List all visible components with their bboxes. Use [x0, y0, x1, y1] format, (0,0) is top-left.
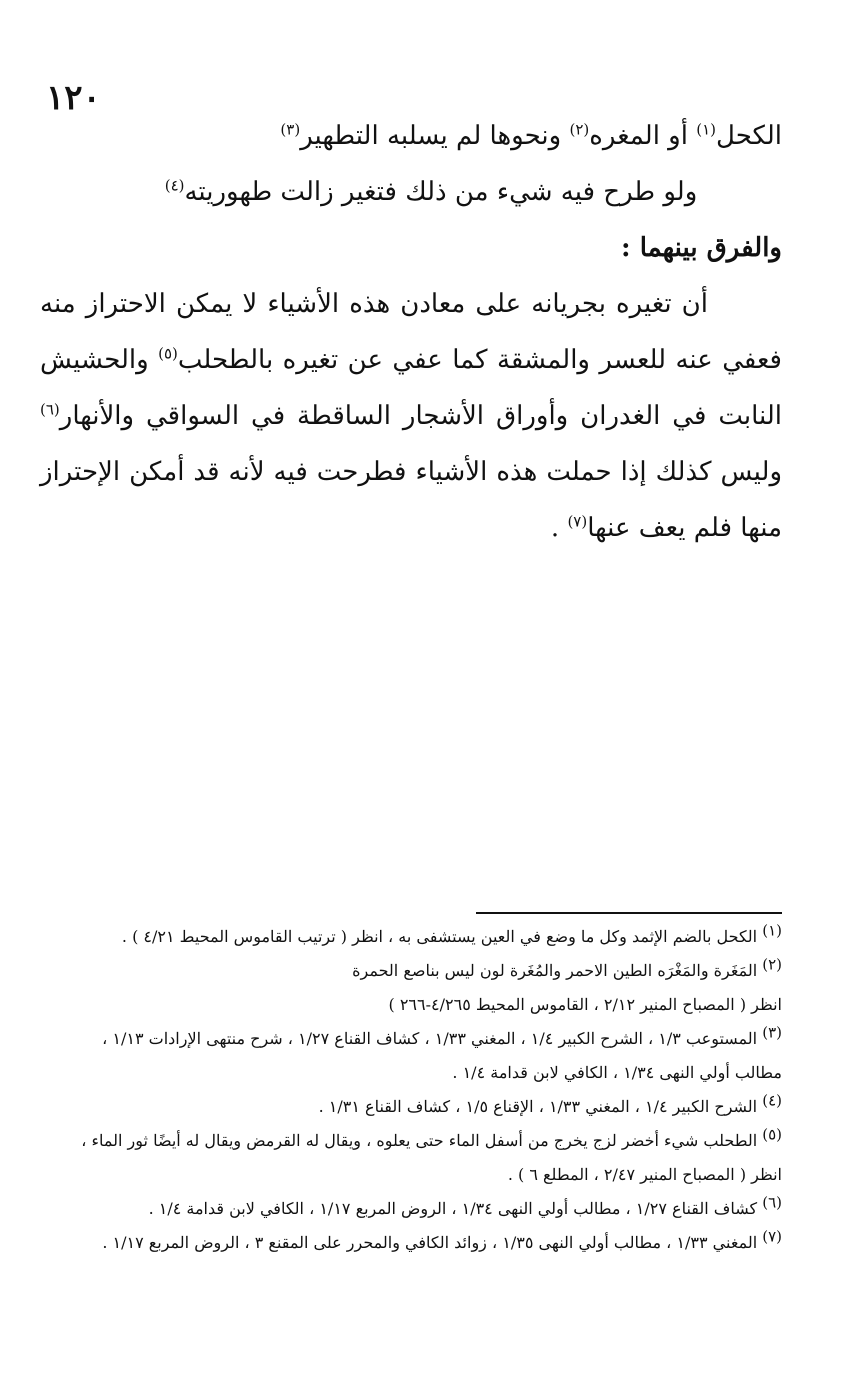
page-number: ١٢٠: [46, 78, 101, 118]
text-segment: وليس كذلك إذا حملت هذه الأشياء فطرحت فيه لأنه قد أمكن الإحتراز منها فلم يعف عنها: [40, 457, 782, 543]
footnote-7: [40, 1226, 782, 1260]
text-segment: والحشيش النابت في الغدران وأوراق الأشجار الساقطة في السواقي والأنهار: [40, 345, 782, 431]
footnote-ref-4: (٤): [164, 176, 185, 195]
footnote-ref-5: (٥): [158, 344, 178, 363]
text-segment: ونحوها لم يسلبه التطهير: [300, 121, 570, 151]
footnote-4: [40, 1090, 782, 1124]
footnote-2: [40, 954, 782, 988]
footnote-ref-3: (٣): [280, 120, 301, 139]
footnote-mark: (٢): [762, 955, 782, 974]
footnotes: [40, 920, 782, 1260]
footnote-ref-6: (٦): [40, 400, 60, 419]
footnote-1: [40, 920, 782, 954]
footnote-text: انظر ( المصباح المنير ٢/١٢ ، القاموس المحيط ٤/٢٦٥-٢٦٦ ): [388, 995, 782, 1014]
footnote-ref-1: (١): [696, 120, 717, 139]
footnote-text: الطحلب شيء أخضر لزج يخرج من أسفل الماء حتى يعلوه ، ويقال له القرمض ويقال له أيضًا ثور الماء ،: [81, 1131, 763, 1150]
footnote-divider: [476, 912, 782, 914]
footnote-2-continued: [40, 988, 782, 1022]
footnote-ref-7: (٧): [567, 512, 588, 531]
footnote-text: مطالب أولي النهى ١/٣٤ ، الكافي لابن قدامة ١/٤ .: [452, 1063, 782, 1082]
footnote-text: المستوعب ١/٣ ، الشرح الكبير ١/٤ ، المغني ١/٣٣ ، كشاف القناع ١/٢٧ ، شرح منتهى الإرادات ١/١٣ ،: [102, 1029, 763, 1048]
footnote-ref-2: (٢): [569, 120, 590, 139]
footnote-text: كشاف القناع ١/٢٧ ، مطالب أولي النهى ١/٣٤ ، الروض المربع ١/١٧ ، الكافي لابن قدامة ١/٤ .: [148, 1199, 763, 1218]
footnote-mark: (٤): [762, 1091, 782, 1110]
text-segment: .: [550, 513, 568, 543]
footnote-3-continued: [40, 1056, 782, 1090]
footnote-text: المَغَرة والمَغْرَه الطين الاحمر والمُغَرة لون ليس بناصع الحمرة: [352, 961, 763, 980]
text-segment: أو المغره: [589, 121, 697, 151]
text-segment: أن تغيره بجريانه على معادن هذه الأشياء لا يمكن الاحتراز منه فعفي عنه للعسر والمشقة كما عفي عن تغيره بالطحلب: [40, 289, 782, 375]
footnote-mark: (٥): [762, 1125, 782, 1144]
footnote-text: المغني ١/٣٣ ، مطالب أولي النهى ١/٣٥ ، زوائد الكافي والمحرر على المقنع ٣ ، الروض المربع ١/١٧ .: [102, 1233, 763, 1252]
footnote-mark: (٧): [762, 1227, 782, 1246]
footnote-5: [40, 1124, 782, 1158]
footnote-mark: (٦): [762, 1193, 782, 1212]
footnote-3: [40, 1022, 782, 1056]
main-text: [40, 108, 782, 556]
footnote-text: انظر ( المصباح المنير ٢/٤٧ ، المطلع ٦ ) .: [507, 1165, 782, 1184]
text-segment: الكحل: [716, 121, 782, 151]
main-paragraph: [40, 276, 782, 556]
footnote-text: الكحل بالضم الإثمد وكل ما وضع في العين يستشفى به ، انظر ( ترتيب القاموس المحيط ٤/٢١ ) .: [121, 927, 763, 946]
footnote-6: [40, 1192, 782, 1226]
text-segment: ولو طرح فيه شيء من ذلك فتغير زالت طهوريته: [184, 177, 698, 207]
text-line-2: [40, 164, 782, 220]
section-heading: والفرق بينهما :: [621, 233, 782, 263]
text-line-1: [40, 108, 782, 164]
footnote-text: الشرح الكبير ١/٤ ، المغني ١/٣٣ ، الإقناع ١/٥ ، كشاف القناع ١/٣١ .: [318, 1097, 763, 1116]
footnote-mark: (١): [762, 921, 782, 940]
footnote-5-continued: [40, 1158, 782, 1192]
footnote-mark: (٣): [762, 1023, 782, 1042]
